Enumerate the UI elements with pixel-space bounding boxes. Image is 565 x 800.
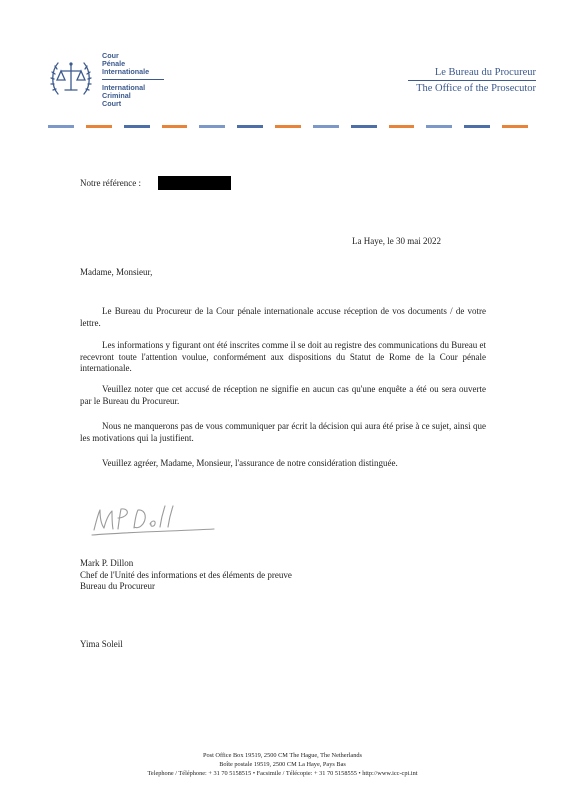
court-name-fr-line: Internationale xyxy=(102,67,150,77)
footer-address-english: Post Office Box 19519, 2500 CM The Hague, The Netherlands xyxy=(203,752,362,759)
footer-contact-line: Telephone / Téléphone: + 31 70 5158515 • Facsimile / Télécopie: + 31 70 5158555 • http://www.icc-cpi.int xyxy=(147,770,418,777)
body-paragraph: Nous ne manquerons pas de vous communiquer par écrit la décision qui aura été prise à ce sujet, ainsi que les motivations qui la justifient. xyxy=(80,421,486,443)
header-color-bar xyxy=(48,125,528,128)
color-bar-segment xyxy=(502,125,528,128)
color-bar-segment xyxy=(162,125,188,128)
court-name-en-line: International xyxy=(102,83,146,92)
footer-address-french: Boîte postale 19519, 2500 CM La Haye, Pays Bas xyxy=(219,761,346,768)
signatory-office: Bureau du Procureur xyxy=(80,581,155,592)
body-paragraph: Le Bureau du Procureur de la Cour pénale internationale accuse réception de vos documents / de votre lettre. xyxy=(80,306,486,328)
reference-label: Notre référence : xyxy=(80,178,141,188)
closing-paragraph: Veuillez agréer, Madame, Monsieur, l'assurance de notre considération distinguée. xyxy=(102,458,398,468)
office-title-french: Le Bureau du Procureur xyxy=(434,67,536,78)
recipient-name: Yima Soleil xyxy=(80,639,123,649)
redacted-reference-number xyxy=(158,176,231,190)
court-name-fr-line: Pénale xyxy=(102,59,126,69)
letter-date: La Haye, le 30 mai 2022 xyxy=(352,236,441,246)
office-title-divider xyxy=(408,80,536,81)
color-bar-segment xyxy=(275,125,301,128)
color-bar-segment xyxy=(426,125,452,128)
office-title-english: The Office of the Prosecutor xyxy=(416,83,536,94)
color-bar-segment xyxy=(48,125,74,128)
court-name-en-line: Criminal xyxy=(102,91,131,101)
color-bar-segment xyxy=(313,125,339,128)
color-bar-segment xyxy=(124,125,150,128)
court-name-en-line: Court xyxy=(102,99,122,109)
body-paragraph: Veuillez noter que cet accusé de réception ne signifie en aucun cas qu'une enquête a été ou sera ouverte par le Bureau du Procureur. xyxy=(80,384,486,406)
color-bar-segment xyxy=(464,125,490,128)
signatory-name: Mark P. Dillon xyxy=(80,558,134,568)
color-bar-segment xyxy=(351,125,377,128)
color-bar-segment xyxy=(237,125,263,128)
handwritten-signature xyxy=(88,500,216,540)
signatory-title: Chef de l'Unité des informations et des éléments de preuve xyxy=(80,569,292,580)
court-name-divider xyxy=(102,79,164,80)
court-name-english xyxy=(102,84,192,109)
body-paragraph: Les informations y figurant ont été inscrites comme il se doit au registre des communications du Bureau et recevront toute l'attention voulue, conformément aux dispositions du Statut de Rome de la Cour pénale internationale. xyxy=(80,340,486,374)
color-bar-segment xyxy=(389,125,415,128)
signature-block xyxy=(80,558,292,593)
icc-scales-of-justice-emblem-icon xyxy=(48,55,94,101)
court-name-fr-line: Cour xyxy=(102,51,119,60)
color-bar-segment xyxy=(199,125,225,128)
court-name-french xyxy=(102,52,192,77)
salutation: Madame, Monsieur, xyxy=(80,267,153,277)
color-bar-segment xyxy=(86,125,112,128)
